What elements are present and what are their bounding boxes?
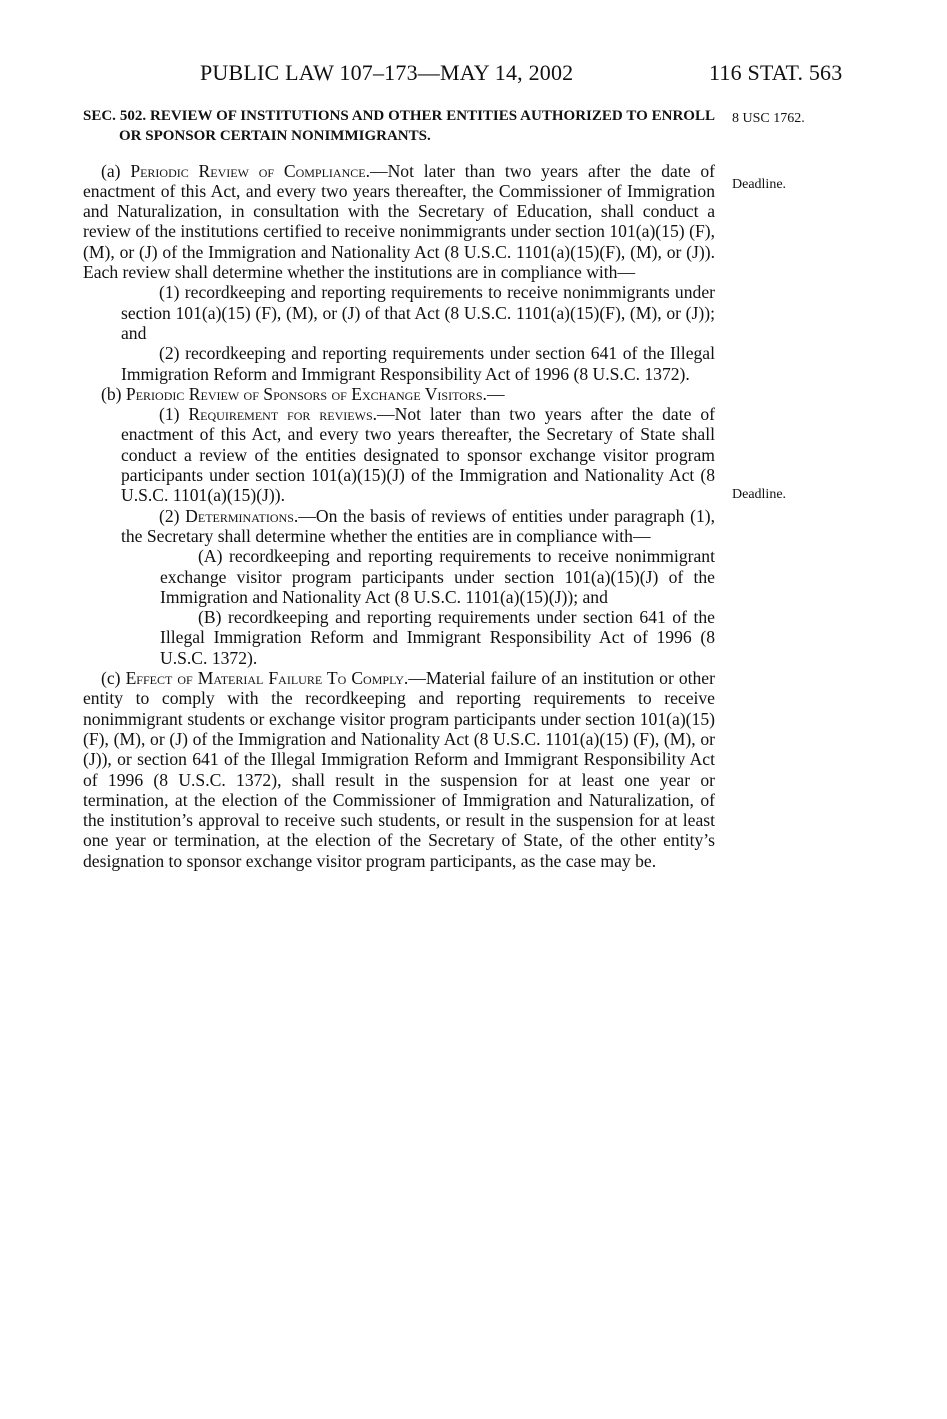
body-text — [83, 106, 715, 871]
subsection-caption: Periodic Review of Compliance. — [130, 160, 370, 181]
paragraph-label: (1) — [159, 404, 189, 425]
paragraph-text: —On the basis of reviews of entities under paragraph (1), the Secretary shall determine whether the entities are in compliance with— — [121, 505, 715, 546]
subsection-c — [83, 668, 715, 871]
margin-note-usc: 8 USC 1762. — [732, 111, 805, 126]
subsection-caption: Effect of Material Failure To Comply. — [125, 668, 409, 689]
paragraph-b-1 — [83, 404, 715, 505]
margin-note-deadline: Deadline. — [732, 487, 787, 502]
subsection-label: (b) — [101, 383, 126, 404]
margin-note-deadline: Deadline. — [732, 177, 787, 192]
subsection-text: —Material failure of an institution or other entity to comply with the recordkeeping and reporting requirements to receive nonimmigrant students or exchange visitor program participants under section 101(a)(15) (F), (M), or (J) of the Immigration and Nationality Act (8 U.S.C. 1101(a)(15) (F), (M), or (J)), or section 641 of the Illegal Immigration Reform and Immigrant Responsibility Act of 1996 (8 U.S.C. 1372), shall result in the suspension for at least one year or termination, at the election of the Commissioner of Immigration and Naturalization, of the institution’s approval to receive such students, or result in the suspension for at least one year or termination, at the election of the Secretary of State, of the other entity’s designation to sponsor exchange visitor program participants, as the case may be. — [83, 668, 715, 871]
paragraph-label: (2) — [159, 505, 186, 526]
paragraph-b-2 — [83, 506, 715, 547]
subsection-b — [83, 384, 715, 404]
subsection-label: (c) — [101, 668, 126, 689]
subsection-label: (a) — [101, 160, 131, 181]
paragraph-a-2: (2) recordkeeping and reporting requirements under section 641 of the Illegal Immigration Reform and Immigrant Responsibility Act of 1996 (8 U.S.C. 1372). — [121, 343, 715, 384]
paragraph-caption: Requirement for reviews. — [188, 404, 378, 425]
statutes-citation: 116 STAT. 563 — [709, 60, 843, 85]
subsection-text: —Not later than two years after the date of enactment of this Act, and every two years thereafter, the Commissioner of Immigration and Naturalization, in consultation with the Secretary of Education, shall conduct a review of the institutions certified to receive nonimmigrants under section 101(a)(15) (F), (M), or (J) of the Immigration and Nationality Act (8 U.S.C. 1101(a)(15)(F), (M), or (J)). Each review shall determine whether the institutions are in compliance with— — [83, 160, 715, 283]
paragraph-text: —Not later than two years after the date of enactment of this Act, and every two years thereafter, the Secretary of State shall conduct a review of the entities designated to sponsor exchange visitor program participants under section 101(a)(15)(J) of the Immigration and Nationality Act (8 U.S.C. 1101(a)(15)(J)). — [121, 404, 715, 506]
subsection-caption: Periodic Review of Sponsors of Exchange Visitors. — [125, 383, 487, 404]
section-heading: SEC. 502. REVIEW OF INSTITUTIONS AND OTHER ENTITIES AUTHORIZED TO ENROLL OR SPONSOR CERTAIN NONIMMIGRANTS. — [83, 108, 715, 145]
subparagraph-b-2-b: (B) recordkeeping and reporting requirements under section 641 of the Illegal Immigration Reform and Immigrant Responsibility Act of 1996 (8 U.S.C. 1372). — [160, 607, 715, 668]
subsection-dash: — — [486, 383, 505, 404]
paragraph-a-1: (1) recordkeeping and reporting requirements to receive nonimmigrants under section 101(a)(15) (F), (M), or (J) of that Act (8 U.S.C. 1101(a)(15)(F), (M), or (J)); and — [121, 282, 715, 343]
subparagraph-b-2-a: (A) recordkeeping and reporting requirements to receive nonimmigrant exchange visitor program participants under section 101(a)(15)(J) of the Immigration and Nationality Act (8 U.S.C. 1101(a)(15)(J)); and — [160, 546, 715, 607]
paragraph-caption: Determinations. — [185, 505, 299, 526]
subsection-a — [83, 161, 715, 283]
running-head: PUBLIC LAW 107–173—MAY 14, 2002 — [200, 60, 574, 85]
